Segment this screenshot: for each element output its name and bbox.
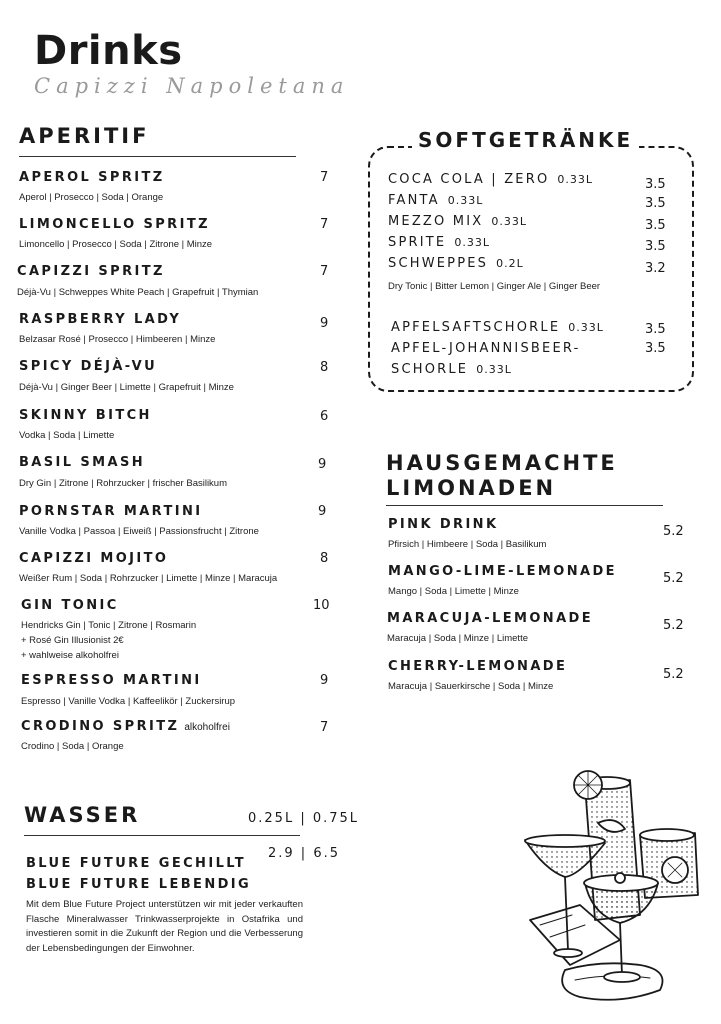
aperitif-item-price: 9: [320, 673, 329, 688]
limonade-item-name: CHERRY-LEMONADE: [388, 659, 568, 674]
aperitif-item-extra: + Rosé Gin Illusionist 2€: [21, 635, 124, 646]
aperitif-item-desc: Vodka | Soda | Limette: [19, 430, 115, 441]
limonade-item-name: PINK DRINK: [388, 517, 499, 532]
softdrink-item: SPRITE 0.33L: [388, 235, 490, 250]
aperitif-item-desc: Crodino | Soda | Orange: [21, 741, 124, 752]
aperitif-item-name: PORNSTAR MARTINI: [19, 504, 203, 519]
aperitif-item-desc: Déjà-Vu | Ginger Beer | Limette | Grapefruit | Minze: [19, 382, 234, 393]
wasser-divider: [24, 835, 300, 836]
aperitif-item-price: 7: [320, 217, 329, 232]
softdrinks-heading: SOFTGETRÄNKE: [418, 128, 634, 152]
aperitif-item-name: SKINNY BITCH: [19, 408, 152, 423]
aperitif-item-desc: Limoncello | Prosecco | Soda | Zitrone | Minze: [19, 239, 213, 250]
aperitif-item-price: 7: [320, 720, 329, 735]
softdrink-price: 3.2: [645, 261, 666, 276]
aperitif-item-desc: Hendricks Gin | Tonic | Zitrone | Rosmarin: [21, 620, 197, 631]
aperitif-item-price: 10: [313, 598, 330, 613]
aperitif-item-extra: + wahlweise alkoholfrei: [21, 650, 119, 661]
aperitif-item-price: 8: [320, 551, 329, 566]
aperitif-item-name: LIMONCELLO SPRITZ: [19, 217, 210, 232]
limonade-item-desc: Maracuja | Soda | Minze | Limette: [387, 633, 528, 644]
aperitif-item-price: 7: [320, 170, 329, 185]
aperitif-item-name: RASPBERRY LADY: [19, 312, 182, 327]
aperitif-item-price: 9: [318, 504, 327, 519]
wasser-heading: WASSER: [24, 803, 141, 827]
aperitif-item-desc: Vanille Vodka | Passoa | Eiweiß | Passionsfrucht | Zitrone: [19, 526, 259, 537]
softdrink-price: 3.5: [645, 196, 666, 211]
softdrink-item: FANTA 0.33L: [388, 193, 484, 208]
limonade-item-price: 5.2: [663, 667, 684, 682]
aperitif-item-name: BASIL SMASH: [19, 455, 145, 470]
alkoholfrei-note: alkoholfrei: [184, 722, 230, 733]
aperitif-item-name: [21, 719, 230, 734]
softdrink-price: 3.5: [645, 239, 666, 254]
limonade-item-price: 5.2: [663, 618, 684, 633]
softdrinks-heading-wrap: [412, 128, 639, 152]
aperitif-item-price: 8: [320, 360, 329, 375]
limonade-item-desc: Mango | Soda | Limette | Minze: [388, 586, 519, 597]
wasser-description: Mit dem Blue Future Project unterstützen wir mit jeder verkauften Flasche Mineralwasser Trinkwasserprojekte in Ostafrika und investieren somit in die Zukunft der Region und die Verbesserung der Lebensbedingungen der Einwohner.: [26, 899, 303, 954]
wasser-item-name: BLUE FUTURE LEBENDIG: [26, 877, 252, 892]
aperitif-item-name: APEROL SPRITZ: [19, 170, 165, 185]
aperitif-item-price: 9: [320, 316, 329, 331]
aperitif-item-name: ESPRESSO MARTINI: [21, 673, 202, 688]
wasser-prices: 2.9 | 6.5: [268, 846, 340, 861]
cocktail-illustration: [510, 765, 710, 1010]
limonade-item-desc: Pfirsich | Himbeere | Soda | Basilikum: [388, 539, 547, 550]
limonade-item-price: 5.2: [663, 524, 684, 539]
aperitif-item-price: 9: [318, 457, 327, 472]
schweppes-desc: Dry Tonic | Bitter Lemon | Ginger Ale | Ginger Beer: [388, 281, 601, 292]
wasser-item-name: BLUE FUTURE GECHILLT: [26, 856, 247, 871]
aperitif-item-desc: Dry Gin | Zitrone | Rohrzucker | frischer Basilikum: [19, 478, 228, 489]
aperitif-item-desc: Aperol | Prosecco | Soda | Orange: [19, 192, 164, 203]
restaurant-script-name: Capizzi Napoletana: [34, 74, 350, 98]
limonade-item-price: 5.2: [663, 571, 684, 586]
softdrink-item: APFEL-JOHANNISBEER-: [391, 341, 581, 356]
aperitif-item-price: 6: [320, 409, 329, 424]
softdrink-price: 3.5: [645, 177, 666, 192]
aperitif-item-name: CAPIZZI SPRITZ: [17, 264, 165, 279]
softdrink-item: MEZZO MIX 0.33L: [388, 214, 527, 229]
limonade-item-desc: Maracuja | Sauerkirsche | Soda | Minze: [388, 681, 554, 692]
limonade-item-name: MARACUJA-LEMONADE: [387, 611, 594, 626]
aperitif-item-price: 7: [320, 264, 329, 279]
softdrink-item: APFELSAFTSCHORLE 0.33L: [391, 320, 604, 335]
softdrink-item-cont: SCHORLE 0.33L: [391, 362, 512, 377]
softdrink-price: 3.5: [645, 341, 666, 356]
aperitif-divider: [19, 156, 296, 157]
aperitif-item-name: GIN TONIC: [21, 598, 119, 613]
softdrink-item: SCHWEPPES 0.2L: [388, 256, 524, 271]
softdrink-price: 3.5: [645, 322, 666, 337]
wasser-sizes: 0.25L | 0.75L: [248, 811, 360, 826]
softdrink-item: COCA COLA | ZERO 0.33L: [388, 172, 594, 187]
aperitif-item-name: CAPIZZI MOJITO: [19, 551, 169, 566]
aperitif-item-desc: Déjà-Vu | Schweppes White Peach | Grapefruit | Thymian: [17, 287, 259, 298]
softdrink-price: 3.5: [645, 218, 666, 233]
limonade-item-name: MANGO-LIME-LEMONADE: [388, 564, 617, 579]
aperitif-item-desc: Espresso | Vanille Vodka | Kaffeelikör | Zuckersirup: [21, 696, 236, 707]
aperitif-heading: APERITIF: [19, 124, 150, 148]
limonaden-heading: HAUSGEMACHTE LIMONADEN: [386, 451, 618, 500]
aperitif-item-name: SPICY DÉJÀ-VU: [19, 359, 158, 374]
aperitif-item-desc: Weißer Rum | Soda | Rohrzucker | Limette | Minze | Maracuja: [19, 573, 278, 584]
page-title: Drinks: [34, 28, 183, 74]
limonaden-divider: [386, 505, 663, 506]
aperitif-item-desc: Belzasar Rosé | Prosecco | Himbeeren | Minze: [19, 334, 216, 345]
aperitif-item-name-text: CRODINO SPRITZ: [21, 719, 180, 734]
